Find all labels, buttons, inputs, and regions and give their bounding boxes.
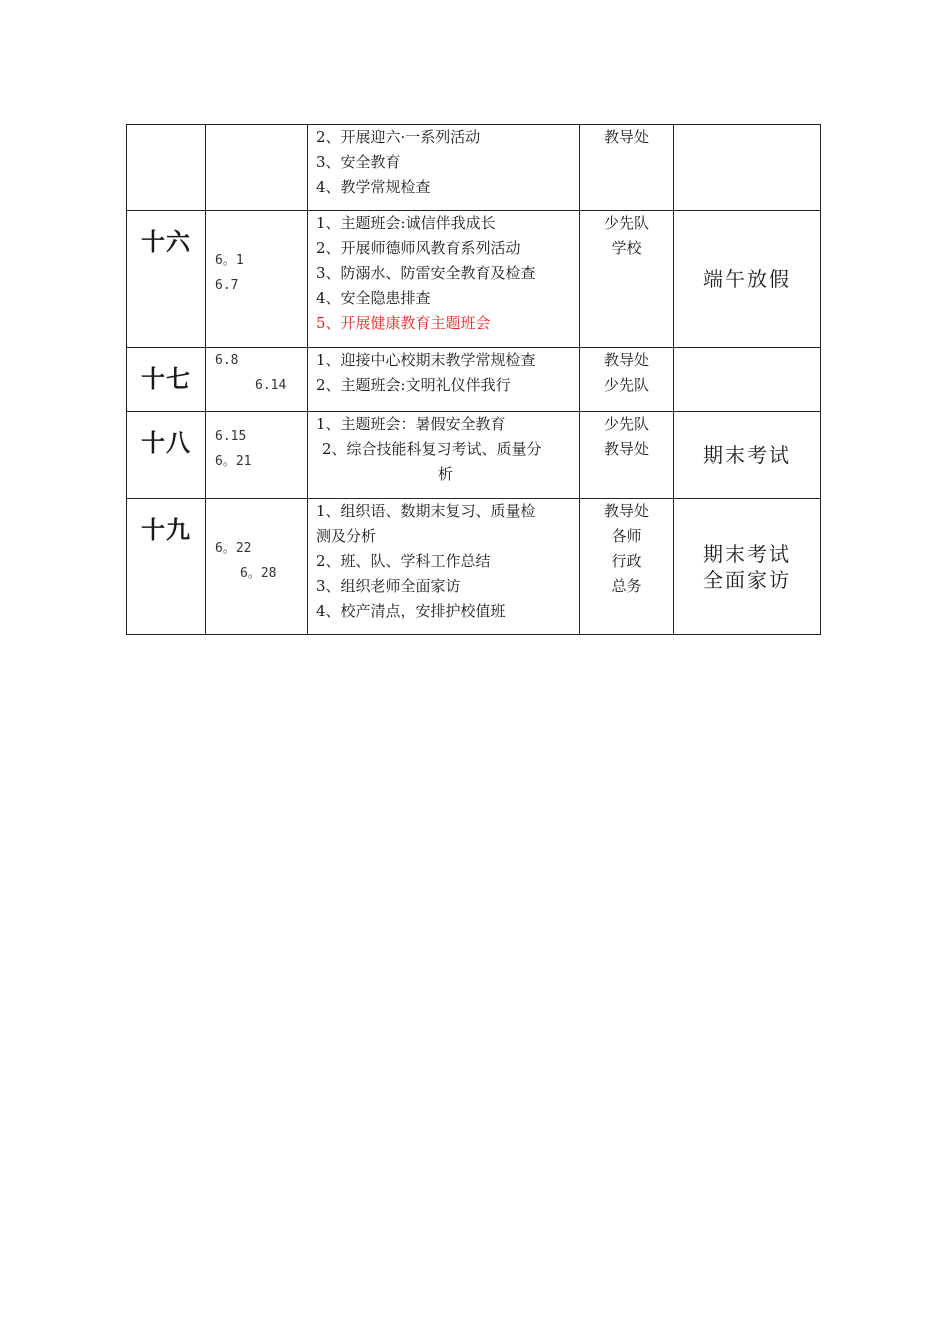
- table-row: [127, 125, 821, 211]
- week-cell: 十七: [127, 348, 206, 412]
- dept-item: 少先队: [603, 415, 649, 433]
- date-start: 6。1: [215, 253, 244, 268]
- week-cell: [127, 125, 206, 211]
- tasks-cell: [308, 499, 580, 635]
- task-item: 1、主题班会:诚信伴我成长: [316, 214, 496, 232]
- date-cell: [206, 125, 308, 211]
- task-item: 1、迎接中心校期末教学常规检查: [316, 351, 536, 369]
- date-cell: [206, 348, 308, 412]
- dept-item: 教导处: [603, 351, 649, 369]
- task-item-highlight: 5、开展健康教育主题班会: [316, 314, 491, 332]
- date-end: 6。28: [240, 566, 277, 581]
- dept-item: 总务: [611, 577, 642, 595]
- task-item: 析: [437, 465, 453, 483]
- date-cell: [206, 412, 308, 499]
- dept-item: 少先队: [603, 376, 649, 394]
- date-start: 6。22: [215, 541, 252, 556]
- dept-cell: [580, 125, 674, 211]
- schedule-table: [126, 124, 821, 635]
- table-row: [127, 348, 821, 412]
- table-row: [127, 499, 821, 635]
- task-item: 3、防溺水、防雷安全教育及检查: [316, 264, 536, 282]
- note-cell: [674, 499, 821, 635]
- dept-item: 教导处: [603, 128, 649, 146]
- dept-item: 各师: [611, 527, 642, 545]
- dept-cell: [580, 211, 674, 348]
- date-start: 6.8: [215, 353, 239, 368]
- task-item: 2、开展迎六·一系列活动: [316, 128, 481, 146]
- note-item: 端午放假: [703, 267, 791, 291]
- task-item: 2、开展师德师风教育系列活动: [316, 239, 521, 257]
- date-end: 6.7: [215, 278, 239, 293]
- date-end: 6。21: [215, 454, 252, 469]
- task-item: 4、校产清点，安排护校值班: [316, 602, 506, 620]
- note-cell: [674, 125, 821, 211]
- date-cell: [206, 211, 308, 348]
- table-row: [127, 211, 821, 348]
- dept-item: 学校: [611, 239, 642, 257]
- tasks-cell: [308, 412, 580, 499]
- table-row: [127, 412, 821, 499]
- task-item: 2、综合技能科复习考试、质量分: [322, 440, 542, 458]
- dept-item: 少先队: [603, 214, 649, 232]
- week-cell: 十八: [127, 412, 206, 499]
- task-item: 1、主题班会：暑假安全教育: [316, 415, 506, 433]
- task-item: 3、组织老师全面家访: [316, 577, 461, 595]
- week-cell: 十六: [127, 211, 206, 348]
- task-item: 2、主题班会:文明礼仪伴我行: [316, 376, 511, 394]
- task-item: 1、组织语、数期末复习、质量检: [316, 502, 536, 520]
- task-item: 3、安全教育: [316, 153, 401, 171]
- dept-cell: [580, 499, 674, 635]
- note-item: 期末考试: [703, 443, 791, 467]
- tasks-cell: [308, 125, 580, 211]
- dept-item: 教导处: [603, 440, 649, 458]
- dept-item: 行政: [611, 552, 642, 570]
- date-start: 6.15: [215, 429, 247, 444]
- note-cell: [674, 211, 821, 348]
- dept-item: 教导处: [603, 502, 649, 520]
- task-item: 4、安全隐患排查: [316, 289, 431, 307]
- note-cell: [674, 348, 821, 412]
- dept-cell: [580, 348, 674, 412]
- date-end: 6.14: [255, 378, 287, 393]
- tasks-cell: [308, 211, 580, 348]
- note-item: 全面家访: [703, 567, 791, 592]
- date-cell: [206, 499, 308, 635]
- task-item: 2、班、队、学科工作总结: [316, 552, 491, 570]
- tasks-cell: [308, 348, 580, 412]
- week-cell: 十九: [127, 499, 206, 635]
- task-item: 测及分析: [316, 527, 377, 545]
- note-cell: [674, 412, 821, 499]
- note-item: 期末考试: [703, 541, 791, 566]
- task-item: 4、教学常规检查: [316, 178, 431, 196]
- dept-cell: [580, 412, 674, 499]
